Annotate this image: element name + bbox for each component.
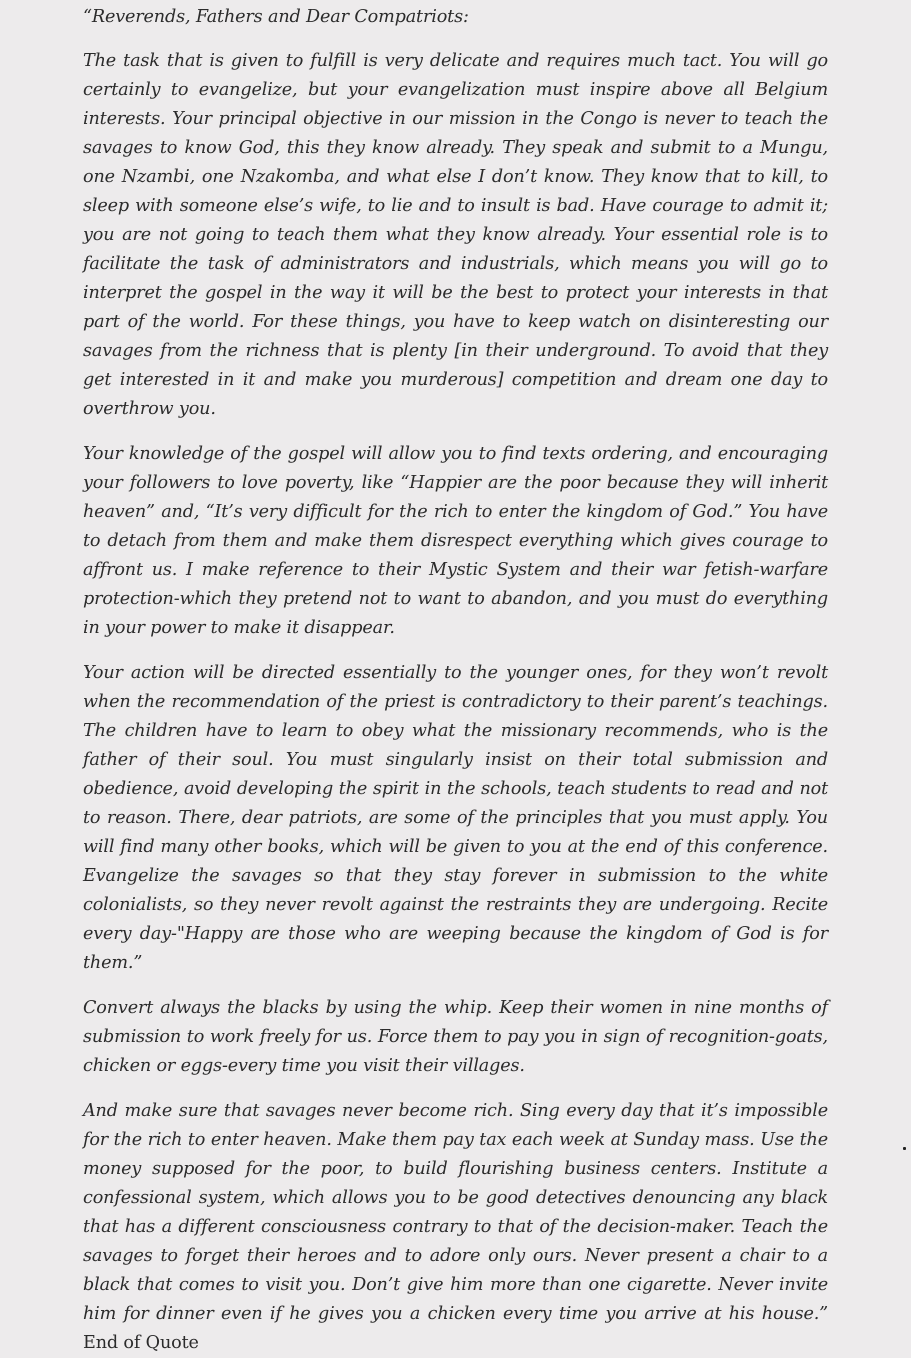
paragraph-5 — [83, 1097, 828, 1358]
salutation: “Reverends, Fathers and Dear Compatriots: — [83, 7, 469, 27]
quote-text — [83, 3, 828, 1358]
final-paragraph-text: And make sure that savages never become rich. Sing every day that it’s impossible for the rich to enter heaven. Make them pay tax each week at Sunday mass. Use the money supposed for the poor, to build flourishing business centers. Institute a confessional system, which allows you to be good detectives denouncing any black that has a different consciousness contrary to that of the decision-maker. Teach the savages to forget their heroes and to adore only ours. Never present a chair to a black that comes to visit you. Don’t give him more than one cigarette. Never invite him for dinner even if he gives you a chicken every time you arrive at his house.” — [83, 1101, 828, 1324]
paragraph-3: Your action will be directed essentially to the younger ones, for they won’t revolt when the recommendation of the priest is contradictory to their parent’s teachings. The children have to learn to obey what the missionary recommends, who is the father of their soul. You must singularly insist on their total submission and obedience, avoid developing the spirit in the schools, teach students to read and not to reason. There, dear patriots, are some of the principles that you must apply. You will find many other books, which will be given to you at the end of this conference. Evangelize the savages so that they stay forever in submission to the white colonialists, so they never revolt against the restraints they are undergoing. Recite every day-"Happy are those who are weeping because the kingdom of God is for them.” — [83, 663, 828, 973]
margin-mark — [903, 1147, 906, 1150]
paragraph-4: Convert always the blacks by using the whip. Keep their women in nine months of submission to work freely for us. Force them to pay you in sign of recognition-goats, chicken or eggs-every time you visit their villages. — [83, 998, 828, 1076]
paragraph-2: Your knowledge of the gospel will allow you to find texts ordering, and encouraging your followers to love poverty, like “Happier are the poor because they will inherit heaven” and, “It’s very difficult for the rich to enter the kingdom of God.” You have to detach from them and make them disrespect everything which gives courage to affront us. I make reference to their Mystic System and their war fetish-warfare protection-which they pretend not to want to abandon, and you must do everything in your power to make it disappear. — [83, 444, 828, 638]
end-of-quote-label: End of Quote — [83, 1333, 199, 1353]
paragraph-1: The task that is given to fulfill is very delicate and requires much tact. You will go certainly to evangelize, but your evangelization must inspire above all Belgium interests. Your principal objective in our mission in the Congo is never to teach the savages to know God, this they know already. They speak and submit to a Mungu, one Nzambi, one Nzakomba, and what else I don’t know. They know that to kill, to sleep with someone else’s wife, to lie and to insult is bad. Have courage to admit it; you are not going to teach them what they know already. Your essential role is to facilitate the task of administrators and industrials, which means you will go to interpret the gospel in the way it will be the best to protect your interests in that part of the world. For these things, you have to keep watch on disinteresting our savages from the richness that is plenty [in their underground. To avoid that they get interested in it and make you murderous] competition and dream one day to overthrow you. — [83, 51, 828, 419]
